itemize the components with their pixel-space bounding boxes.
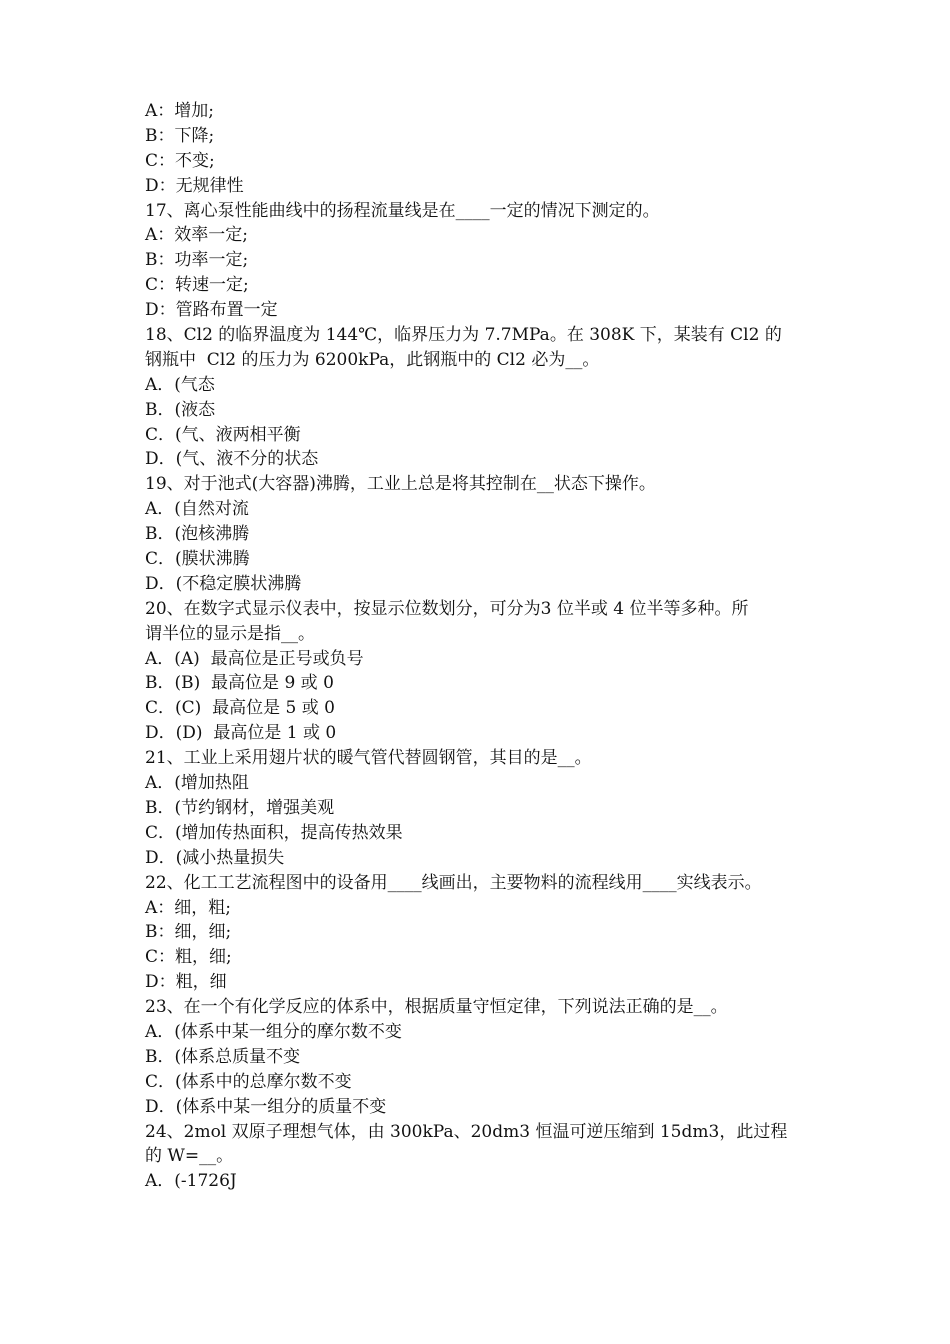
text-line: A．(体系中某一组分的摩尔数不变 (145, 1021, 402, 1042)
question-line: 18、Cl2 的临界温度为 144℃，临界压力为 7.7MPa。在 308K 下，某装有 Cl2 的 (145, 325, 782, 346)
text-line: C：转速一定; (145, 275, 249, 296)
text-line: A．(气态 (145, 374, 215, 395)
text-line: D：无规律性 (145, 175, 244, 196)
text-line: A．(增加热阻 (145, 773, 249, 794)
text-line: A．(-1726J (145, 1171, 237, 1192)
text-line: C．(增加传热面积，提高传热效果 (145, 822, 403, 843)
text-line: B．(泡核沸腾 (145, 524, 250, 545)
text-line: B．(节约钢材，增强美观 (145, 797, 335, 818)
question-line: 钢瓶中 Cl2 的压力为 6200kPa，此钢瓶中的 Cl2 必为__。 (145, 349, 600, 370)
question-line: 的 W=__。 (145, 1146, 234, 1167)
text-line: D：粗，细 (145, 972, 227, 993)
text-line: C．(体系中的总摩尔数不变 (145, 1071, 352, 1092)
question-line: 22、化工工艺流程图中的设备用____线画出，主要物料的流程线用____实线表示。 (145, 872, 762, 893)
question-line: 24、2mol 双原子理想气体，由 300kPa、20dm3 恒温可逆压缩到 15dm3，此过程 (145, 1121, 788, 1142)
text-line: B．(液态 (145, 399, 216, 420)
text-line: B：功率一定; (145, 250, 249, 271)
text-line: B：细，细; (145, 922, 232, 943)
question-line: 20、在数字式显示仪表中，按显示位数划分，可分为3 位半或 4 位半等多种。所 (145, 598, 749, 619)
text-line: A．(A) 最高位是正号或负号 (145, 648, 364, 669)
text-line: C．(C) 最高位是 5 或 0 (145, 698, 335, 719)
text-line: A：效率一定; (145, 225, 249, 246)
text-line: B．(B) 最高位是 9 或 0 (145, 673, 334, 694)
text-line: C．(膜状沸腾 (145, 549, 250, 570)
question-line: 23、在一个有化学反应的体系中，根据质量守恒定律，下列说法正确的是__。 (145, 997, 728, 1018)
text-line: A．(自然对流 (145, 499, 249, 520)
question-line: 19、对于池式(大容器)沸腾，工业上总是将其控制在__状态下操作。 (145, 474, 656, 495)
text-line: B：下降; (145, 125, 215, 146)
text-line: D．(减小热量损失 (145, 847, 285, 868)
text-line: A：细，粗; (145, 897, 232, 918)
text-line: D：管路布置一定 (145, 300, 278, 321)
text-line: C．(气、液两相平衡 (145, 424, 301, 445)
text-line: D．(不稳定膜状沸腾 (145, 573, 302, 594)
document-body (145, 99, 810, 1194)
text-line: B．(体系总质量不变 (145, 1046, 301, 1067)
text-line: D．(体系中某一组分的质量不变 (145, 1096, 387, 1117)
question-line: 21、工业上采用翅片状的暖气管代替圆钢管，其目的是__。 (145, 748, 592, 769)
text-line: A：增加; (145, 101, 215, 121)
text-line: C：不变; (145, 150, 215, 171)
question-line: 17、离心泵性能曲线中的扬程流量线是在____一定的情况下测定的。 (145, 200, 660, 221)
text-line: D．(气、液不分的状态 (145, 449, 319, 470)
text-line: C：粗，细; (145, 947, 232, 968)
question-line: 谓半位的显示是指__。 (145, 623, 315, 644)
text-line: D．(D) 最高位是 1 或 0 (145, 723, 337, 744)
